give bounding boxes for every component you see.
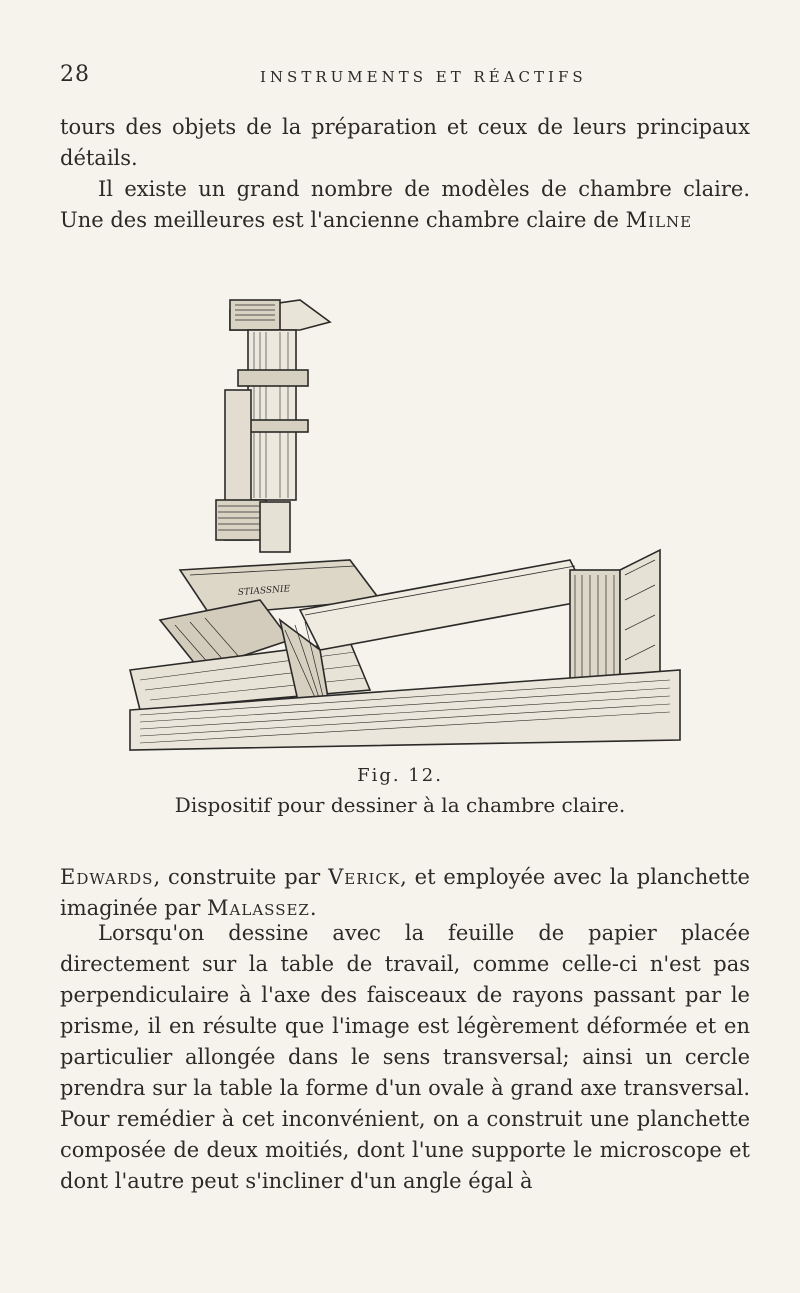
paragraph-1: tours des objets de la préparation et ceux de leurs principaux détails. [60, 115, 750, 170]
author-name-edwards: Edwards [60, 865, 154, 889]
microscope-camera-lucida-figure [120, 270, 700, 760]
running-head: INSTRUMENTS ET RÉACTIFS [260, 68, 587, 86]
author-name-verick: Verick [328, 865, 401, 889]
paragraph-3-text-a: , construite par [153, 865, 329, 889]
paragraph-2 [60, 174, 750, 236]
author-name-milne: Milne [625, 208, 693, 232]
paragraph-3 [60, 862, 750, 924]
paragraph-3-text-b: , et employée avec la planchette imaginée par [60, 865, 750, 920]
figure-caption: Dispositif pour dessiner à la chambre claire. [174, 793, 626, 817]
page-header [60, 62, 750, 92]
page-number: 28 [60, 62, 90, 87]
figure-label: Fig. 12. [357, 765, 443, 786]
figure-engraved-text: STIASSNIE [237, 584, 291, 598]
paragraph-3-text-c: . [309, 896, 317, 920]
paragraph-2-text: Il existe un grand nombre de modèles de chambre claire. Une des meilleures est l'ancienne chambre claire de [60, 177, 750, 232]
author-name-malassez: Malassez [207, 896, 310, 920]
paragraph-4: Lorsqu'on dessine avec la feuille de papier placée directement sur la table de travail, comme celle-ci n'est pas perpendiculaire à l'axe des faisceaux de rayons passant par le prisme, il en résulte que l'image est légèrement déformée et en particulier allongée dans le sens transversal; ainsi un cercle prendra sur la table la forme d'un ovale à grand axe transversal. Pour remédier à cet inconvénient, on a construit une planchette composée de deux moitiés, dont l'une supporte le microscope et dont l'autre peut s'incliner d'un angle égal à [60, 921, 750, 1193]
